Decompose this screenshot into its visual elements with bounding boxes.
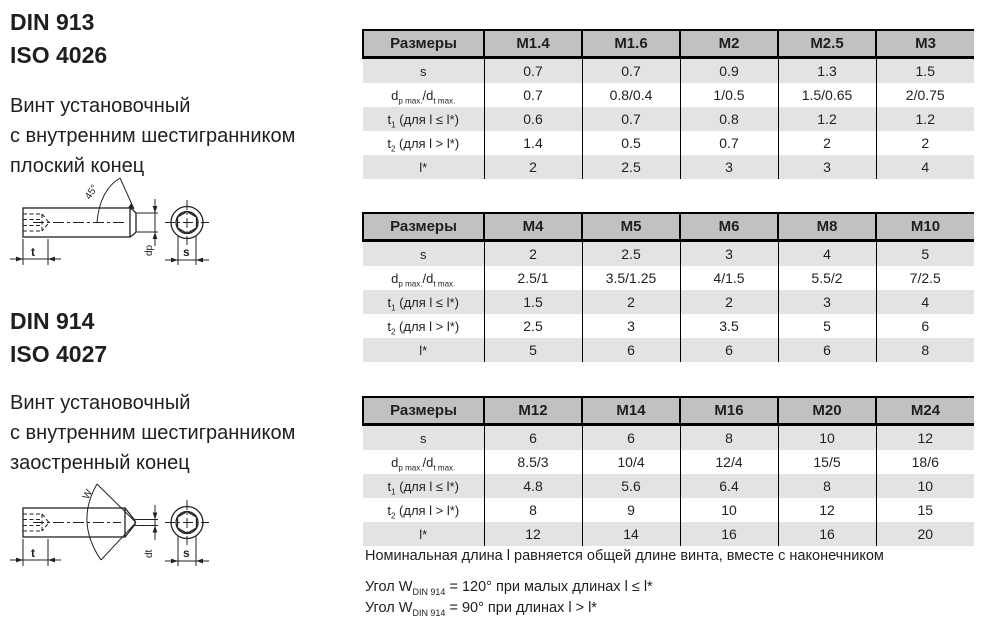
row-label: $t_1$ (для l ≤ l*) — [387, 111, 459, 130]
value-cell: 9 — [582, 498, 680, 522]
dimensions-table-m4-m10 — [362, 212, 974, 362]
note-nominal-length: Номинальная длина l равняется общей длине винта, вместе с наконечником — [365, 548, 884, 564]
value-cell: 6 — [876, 314, 974, 338]
value-cell: 6 — [484, 425, 582, 451]
value-cell: 6 — [582, 338, 680, 362]
size-column-header: M1.4 — [484, 30, 582, 58]
value-cell: 0.7 — [484, 83, 582, 107]
value-cell: 12 — [778, 498, 876, 522]
size-column-header: M2 — [680, 30, 778, 58]
row-label: $d_{p max.}/d_{t max.}$ — [391, 454, 456, 473]
standard-line: ISO 4026 — [10, 42, 108, 68]
din913-technical-drawing — [5, 168, 240, 283]
value-cell: 5.6 — [582, 474, 680, 498]
row-label: l* — [419, 526, 428, 542]
value-cell: 6 — [582, 425, 680, 451]
value-cell: 2 — [778, 131, 876, 155]
standard-line: DIN 914 — [10, 308, 95, 334]
value-cell: 12/4 — [680, 450, 778, 474]
value-cell: 3.5 — [680, 314, 778, 338]
din914-technical-drawing — [5, 474, 240, 594]
value-cell: 8 — [876, 338, 974, 362]
standard-heading-din913 — [10, 6, 107, 72]
description-din914 — [10, 388, 295, 478]
value-cell: 7/2.5 — [876, 266, 974, 290]
value-cell: 8 — [680, 425, 778, 451]
value-cell: 10 — [778, 425, 876, 451]
dimensions-header: Размеры — [363, 213, 484, 241]
value-cell: 2 — [582, 290, 680, 314]
value-cell: 0.6 — [484, 107, 582, 131]
value-cell: 2 — [876, 131, 974, 155]
value-cell: 18/6 — [876, 450, 974, 474]
value-cell: 15/5 — [778, 450, 876, 474]
value-cell: 16 — [778, 522, 876, 546]
dimension-row — [363, 58, 974, 84]
value-cell: 0.7 — [582, 58, 680, 84]
value-cell: 2.5 — [484, 314, 582, 338]
value-cell: 2/0.75 — [876, 83, 974, 107]
value-cell: 1.5 — [484, 290, 582, 314]
value-cell: 0.8/0.4 — [582, 83, 680, 107]
size-column-header: M10 — [876, 213, 974, 241]
value-cell: 1/0.5 — [680, 83, 778, 107]
dimension-row — [363, 522, 974, 546]
size-column-header: M1.6 — [582, 30, 680, 58]
value-cell: 4 — [876, 155, 974, 179]
dimensions-table-m12-m24 — [362, 396, 974, 546]
dimension-label-t: t — [31, 245, 35, 259]
dimension-label-t: t — [31, 546, 35, 560]
dimension-label-dp: dp — [144, 244, 155, 256]
dimension-row — [363, 450, 974, 474]
value-cell: 10 — [680, 498, 778, 522]
value-cell: 15 — [876, 498, 974, 522]
value-cell: 3 — [680, 155, 778, 179]
note-angle-90: Угол $W_{DIN 914} = 90^\circ$ при длинах l > l* — [365, 600, 597, 618]
row-label: $t_2$ (для l > l*) — [387, 502, 460, 521]
value-cell: 20 — [876, 522, 974, 546]
cone-angle-label: W — [80, 487, 96, 502]
value-cell: 1.5/0.65 — [778, 83, 876, 107]
size-column-header: M3 — [876, 30, 974, 58]
value-cell: 5 — [876, 241, 974, 267]
dimension-row — [363, 338, 974, 362]
value-cell: 3 — [680, 241, 778, 267]
value-cell: 1.4 — [484, 131, 582, 155]
row-label: l* — [419, 342, 428, 358]
size-column-header: M5 — [582, 213, 680, 241]
dimension-row — [363, 241, 974, 267]
standard-line: ISO 4027 — [10, 341, 108, 367]
description-line: Винт установочный — [10, 95, 191, 117]
row-label: $t_2$ (для l > l*) — [387, 135, 460, 154]
row-label: $t_2$ (для l > l*) — [387, 318, 460, 337]
row-label: $t_1$ (для l ≤ l*) — [387, 294, 459, 313]
row-label: s — [420, 246, 427, 262]
row-label: $t_1$ (для l ≤ l*) — [387, 478, 459, 497]
value-cell: 2.5/1 — [484, 266, 582, 290]
value-cell: 3.5/1.25 — [582, 266, 680, 290]
description-line: заостренный конец — [10, 452, 190, 474]
value-cell: 0.8 — [680, 107, 778, 131]
size-column-header: M16 — [680, 397, 778, 425]
dimension-row — [363, 498, 974, 522]
dimension-row — [363, 314, 974, 338]
size-column-header: M2.5 — [778, 30, 876, 58]
value-cell: 2.5 — [582, 241, 680, 267]
row-label: $d_{p max.}/d_{t max.}$ — [391, 270, 456, 289]
value-cell: 1.2 — [778, 107, 876, 131]
value-cell: 3 — [582, 314, 680, 338]
size-column-header: M20 — [778, 397, 876, 425]
value-cell: 6.4 — [680, 474, 778, 498]
value-cell: 5 — [778, 314, 876, 338]
value-cell: 12 — [876, 425, 974, 451]
value-cell: 5.5/2 — [778, 266, 876, 290]
dimension-arrows — [16, 513, 203, 564]
value-cell: 4 — [876, 290, 974, 314]
row-label: s — [420, 430, 427, 446]
row-label: $d_{p max.}/d_{t max.}$ — [391, 87, 456, 106]
dimensions-table-m1_4-m3 — [362, 29, 974, 179]
value-cell: 2 — [484, 155, 582, 179]
value-cell: 14 — [582, 522, 680, 546]
value-cell: 6 — [778, 338, 876, 362]
value-cell: 3 — [778, 290, 876, 314]
size-column-header: M6 — [680, 213, 778, 241]
standard-heading-din914 — [10, 305, 107, 371]
dimension-row — [363, 107, 974, 131]
chamfer-angle-label: 45° — [83, 182, 101, 202]
dimension-row — [363, 290, 974, 314]
value-cell: 4 — [778, 241, 876, 267]
value-cell: 2.5 — [582, 155, 680, 179]
note-angle-120: Угол $W_{DIN 914} = 120^\circ$ при малых длинах l ≤ l* — [365, 579, 653, 597]
value-cell: 0.7 — [680, 131, 778, 155]
value-cell: 0.9 — [680, 58, 778, 84]
value-cell: 8.5/3 — [484, 450, 582, 474]
value-cell: 2 — [680, 290, 778, 314]
row-label: s — [420, 63, 427, 79]
value-cell: 12 — [484, 522, 582, 546]
value-cell: 16 — [680, 522, 778, 546]
dimension-row — [363, 131, 974, 155]
value-cell: 1.3 — [778, 58, 876, 84]
value-cell: 0.7 — [484, 58, 582, 84]
description-line: с внутренним шестигранником — [10, 125, 296, 147]
dimension-row — [363, 425, 974, 451]
size-column-header: M4 — [484, 213, 582, 241]
value-cell: 3 — [778, 155, 876, 179]
value-cell: 0.7 — [582, 107, 680, 131]
value-cell: 5 — [484, 338, 582, 362]
value-cell: 10/4 — [582, 450, 680, 474]
size-column-header: M14 — [582, 397, 680, 425]
dimensions-header: Размеры — [363, 397, 484, 425]
value-cell: 4.8 — [484, 474, 582, 498]
value-cell: 6 — [680, 338, 778, 362]
description-line: с внутренним шестигранником — [10, 422, 296, 444]
value-cell: 8 — [484, 498, 582, 522]
dimension-row — [363, 155, 974, 179]
value-cell: 2 — [484, 241, 582, 267]
dimension-row — [363, 83, 974, 107]
dimension-row — [363, 474, 974, 498]
value-cell: 1.2 — [876, 107, 974, 131]
value-cell: 1.5 — [876, 58, 974, 84]
value-cell: 10 — [876, 474, 974, 498]
description-line: Винт установочный — [10, 392, 191, 414]
dimension-label-s: s — [183, 546, 190, 560]
dimension-label-dt: dt — [144, 549, 155, 558]
size-column-header: M12 — [484, 397, 582, 425]
value-cell: 0.5 — [582, 131, 680, 155]
row-label: l* — [419, 159, 428, 175]
dimension-label-s: s — [183, 245, 190, 259]
footnotes — [365, 548, 980, 619]
size-column-header: M8 — [778, 213, 876, 241]
value-cell: 4/1.5 — [680, 266, 778, 290]
standard-line: DIN 913 — [10, 9, 95, 35]
dimensions-header: Размеры — [363, 30, 484, 58]
description-line: плоский конец — [10, 155, 145, 177]
dimension-row — [363, 266, 974, 290]
size-column-header: M24 — [876, 397, 974, 425]
value-cell: 8 — [778, 474, 876, 498]
